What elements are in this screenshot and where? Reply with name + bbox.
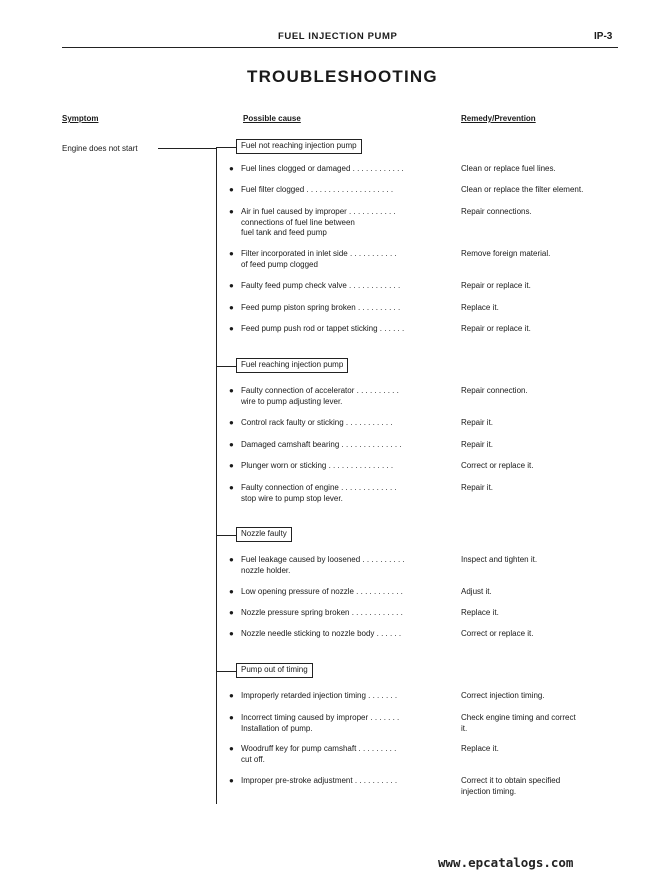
remedy-item: Repair connection. — [461, 386, 528, 395]
cause-item: Feed pump piston spring broken . . . . . . . . . . — [241, 303, 401, 312]
cause-item: Improper pre-stroke adjustment . . . . . . . . . . — [241, 776, 398, 785]
remedy-item: Remove foreign material. — [461, 249, 551, 258]
group-connector — [216, 671, 236, 672]
remedy-item: Correct or replace it. — [461, 461, 534, 470]
remedy-item: Check engine timing and correct it. — [461, 713, 576, 733]
remedy-item: Correct injection timing. — [461, 691, 545, 700]
header-title: FUEL INJECTION PUMP — [278, 31, 398, 42]
bullet-icon: ● — [229, 303, 234, 312]
cause-item: Nozzle pressure spring broken . . . . . . . . . . . . — [241, 608, 403, 617]
bullet-icon: ● — [229, 440, 234, 449]
footer-url: www.epcatalogs.com — [438, 855, 574, 870]
group-label: Pump out of timing — [236, 663, 313, 678]
bullet-icon: ● — [229, 483, 234, 492]
cause-item: Faulty feed pump check valve . . . . . . . . . . . . — [241, 281, 401, 290]
column-header-remedy: Remedy/Prevention — [461, 114, 536, 123]
bullet-icon: ● — [229, 207, 234, 216]
cause-item: Nozzle needle sticking to nozzle body . . . . . . — [241, 629, 402, 638]
bullet-icon: ● — [229, 418, 234, 427]
bullet-icon: ● — [229, 249, 234, 258]
cause-item: Incorrect timing caused by improper . . . . . . . Installation of pump. — [241, 713, 400, 733]
remedy-item: Replace it. — [461, 744, 499, 753]
group-label: Nozzle faulty — [236, 527, 292, 542]
bullet-icon: ● — [229, 386, 234, 395]
remedy-item: Clean or replace fuel lines. — [461, 164, 556, 173]
group-connector — [216, 147, 236, 148]
bullet-icon: ● — [229, 776, 234, 785]
remedy-item: Clean or replace the filter element. — [461, 185, 584, 194]
remedy-item: Repair or replace it. — [461, 281, 531, 290]
cause-item: Damaged camshaft bearing . . . . . . . . . . . . . . — [241, 440, 402, 449]
remedy-item: Adjust it. — [461, 587, 492, 596]
bullet-icon: ● — [229, 587, 234, 596]
bullet-icon: ● — [229, 324, 234, 333]
column-header-cause: Possible cause — [243, 114, 301, 123]
remedy-item: Repair connections. — [461, 207, 532, 216]
remedy-item: Replace it. — [461, 608, 499, 617]
bullet-icon: ● — [229, 185, 234, 194]
cause-item: Fuel lines clogged or damaged . . . . . . . . . . . . — [241, 164, 404, 173]
remedy-item: Repair it. — [461, 418, 494, 427]
cause-item: Fuel leakage caused by loosened . . . . . . . . . . nozzle holder. — [241, 555, 405, 575]
bullet-icon: ● — [229, 691, 234, 700]
bullet-icon: ● — [229, 164, 234, 173]
bullet-icon: ● — [229, 629, 234, 638]
remedy-item: Correct it to obtain specified injection timing. — [461, 776, 561, 796]
bullet-icon: ● — [229, 281, 234, 290]
remedy-item: Inspect and tighten it. — [461, 555, 538, 564]
cause-item: Faulty connection of engine . . . . . . . . . . . . . stop wire to pump stop lever. — [241, 483, 397, 503]
group-label: Fuel not reaching injection pump — [236, 139, 362, 154]
group-label: Fuel reaching injection pump — [236, 358, 348, 373]
remedy-item: Repair or replace it. — [461, 324, 531, 333]
cause-item: Control rack faulty or sticking . . . . . . . . . . . — [241, 418, 393, 427]
cause-item: Fuel filter clogged . . . . . . . . . . . . . . . . . . . . — [241, 185, 394, 194]
remedy-item: Correct or replace it. — [461, 629, 534, 638]
tree-vertical-line — [216, 148, 217, 804]
group-connector — [216, 535, 236, 536]
cause-item: Filter incorporated in inlet side . . . . . . . . . . . of feed pump clogged — [241, 249, 397, 269]
bullet-icon: ● — [229, 608, 234, 617]
cause-item: Low opening pressure of nozzle . . . . . . . . . . . — [241, 587, 403, 596]
cause-item: Faulty connection of accelerator . . . . . . . . . . wire to pump adjusting lever. — [241, 386, 399, 406]
remedy-item: Replace it. — [461, 303, 499, 312]
cause-item: Woodruff key for pump camshaft . . . . . . . . . cut off. — [241, 744, 397, 764]
remedy-item: Repair it. — [461, 440, 494, 449]
cause-item: Feed pump push rod or tappet sticking . . . . . . — [241, 324, 405, 333]
symptom-label: Engine does not start — [62, 144, 138, 153]
remedy-item: Repair it. — [461, 483, 494, 492]
cause-item: Improperly retarded injection timing . . . . . . . — [241, 691, 398, 700]
cause-item: Air in fuel caused by improper . . . . . . . . . . . connections of fuel line between fuel tank and feed pump — [241, 207, 396, 238]
cause-item: Plunger worn or sticking . . . . . . . . . . . . . . . — [241, 461, 394, 470]
symptom-connector — [158, 148, 216, 149]
column-header-symptom: Symptom — [62, 114, 99, 123]
page-number: IP-3 — [594, 31, 613, 42]
bullet-icon: ● — [229, 461, 234, 470]
bullet-icon: ● — [229, 744, 234, 753]
bullet-icon: ● — [229, 713, 234, 722]
header-rule — [62, 47, 618, 48]
group-connector — [216, 366, 236, 367]
bullet-icon: ● — [229, 555, 234, 564]
page-title: TROUBLESHOOTING — [247, 67, 438, 86]
